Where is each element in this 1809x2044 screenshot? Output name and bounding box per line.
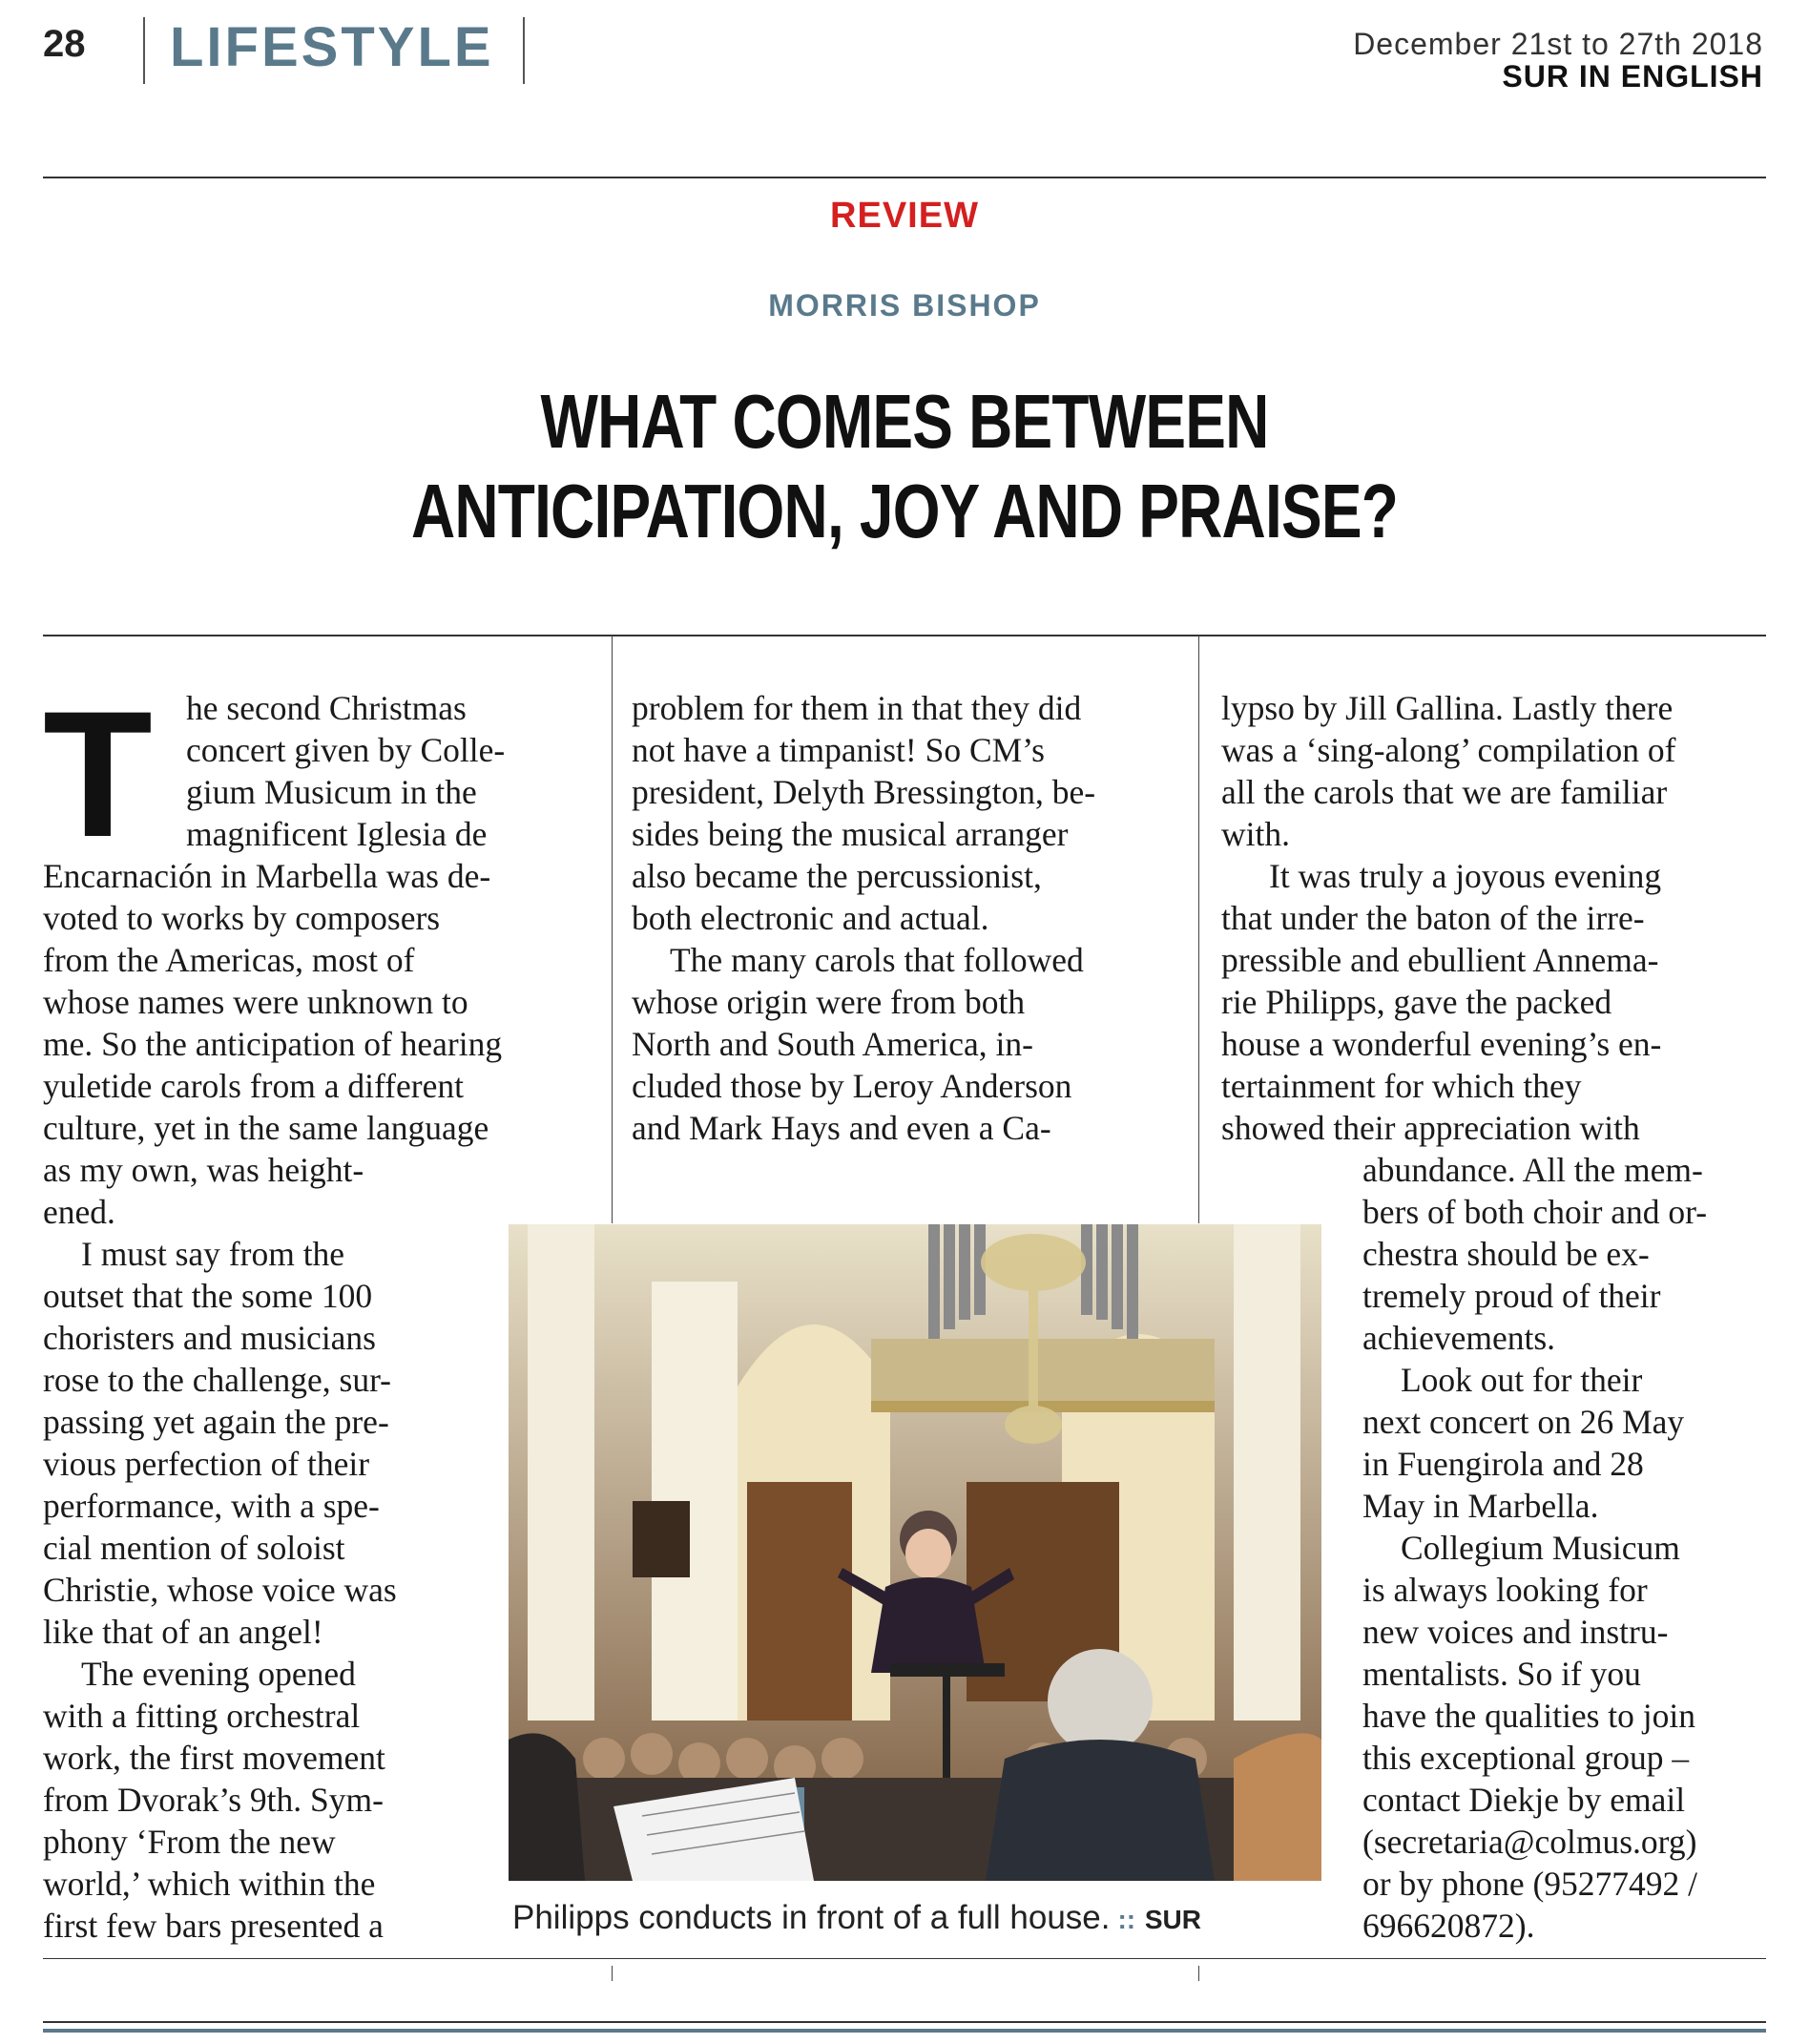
text-line: It was truly a joyous evening [1269,857,1662,895]
text-line: Collegium Musicum [1401,1529,1680,1567]
text-line: Christie, whose voice was [43,1571,397,1609]
text-line: cial mention of soloist [43,1529,345,1567]
concert-photo [509,1224,1321,1881]
text-line: this exceptional group – [1362,1739,1690,1777]
text-line: problem for them in that they did [632,689,1082,727]
text-line: not have a timpanist! So CM’s [632,731,1045,769]
column-separator [1198,636,1199,1223]
text-line: all the carols that we are familiar [1221,773,1668,811]
text-line: lypso by Jill Gallina. Lastly there [1221,689,1674,727]
text-line: world,’ which within the [43,1865,376,1903]
text-line: bers of both choir and or- [1362,1193,1708,1231]
text-line: both electronic and actual. [632,899,989,937]
text-line: passing yet again the pre- [43,1403,389,1441]
text-line: president, Delyth Bressington, be- [632,773,1096,811]
kicker: REVIEW [830,196,979,236]
text-line: Encarnación in Marbella was de- [43,857,491,895]
header-divider-left [143,17,145,84]
drop-cap: T [43,674,153,874]
text-line: magnificent Iglesia de [186,815,488,853]
publication-name: SUR IN ENGLISH [1502,59,1763,94]
headline-line: ANTICIPATION, JOY AND PRAISE? [410,469,1399,553]
text-line: sides being the musical arranger [632,815,1069,853]
text-line: rie Philipps, gave the packed [1221,983,1612,1021]
photo-caption [512,1899,1201,1937]
footer-rule [43,2029,1766,2033]
caption-separator: :: [1117,1905,1136,1934]
text-line: abundance. All the mem- [1362,1151,1703,1189]
text-line: from the Americas, most of [43,941,415,979]
text-line: gium Musicum in the [186,773,477,811]
text-line: first few bars presented a [43,1907,384,1945]
text-line: yuletide carols from a different [43,1067,464,1105]
text-line: is always looking for [1362,1571,1648,1609]
text-line: new voices and instru- [1362,1613,1669,1651]
text-line: house a wonderful evening’s en- [1221,1025,1662,1063]
text-line: The evening opened [81,1655,356,1693]
column-separator [612,636,613,1223]
text-line: mentalists. So if you [1362,1655,1641,1693]
text-line: as my own, was height- [43,1151,364,1189]
photo-credit: SUR [1144,1905,1201,1934]
text-line: was a ‘sing-along’ compilation of [1221,731,1676,769]
column-separator [612,1966,613,1981]
text-line: cluded those by Leroy Anderson [632,1067,1072,1105]
text-line: phony ‘From the new [43,1823,336,1861]
text-line: tertainment for which they [1221,1067,1582,1105]
text-line: contact Diekje by email [1362,1781,1686,1819]
text-line: The many carols that followed [670,941,1084,979]
page-number: 28 [43,23,86,65]
text-line: May in Marbella. [1362,1487,1599,1525]
text-line: in Fuengirola and 28 [1362,1445,1644,1483]
text-line: whose names were unknown to [43,983,468,1021]
text-line: also became the percussionist, [632,857,1042,895]
text-line: (secretaria@colmus.org) [1362,1823,1697,1861]
text-line: vious perfection of their [43,1445,370,1483]
caption-text: Philipps conducts in front of a full house. [512,1899,1111,1936]
column-separator [1198,1966,1199,1981]
text-line: chestra should be ex- [1362,1235,1650,1273]
text-line: from Dvorak’s 9th. Sym- [43,1781,384,1819]
body-top-rule [43,635,1766,636]
text-line: culture, yet in the same language [43,1109,489,1147]
text-line: he second Christmas [186,689,467,727]
issue-date: December 21st to 27th 2018 [1353,27,1763,61]
text-line: or by phone (95277492 / [1362,1865,1698,1903]
text-line: Look out for their [1401,1361,1643,1399]
text-line: showed their appreciation with [1221,1109,1640,1147]
text-line: with. [1221,815,1290,853]
text-line: have the qualities to join [1362,1697,1696,1735]
text-line: work, the first movement [43,1739,385,1777]
text-line: pressible and ebullient Annema- [1221,941,1659,979]
header-divider-right [523,17,525,84]
text-line: 696620872). [1362,1907,1535,1945]
text-line: with a fitting orchestral [43,1697,361,1735]
text-line: North and South America, in- [632,1025,1033,1063]
text-line: next concert on 26 May [1362,1403,1685,1441]
text-line: voted to works by composers [43,899,441,937]
text-line: rose to the challenge, sur- [43,1361,392,1399]
text-line: tremely proud of their [1362,1277,1661,1315]
text-line: ened. [43,1193,115,1231]
byline: MORRIS BISHOP [768,288,1041,323]
text-line: performance, with a spe- [43,1487,380,1525]
text-line: that under the baton of the irre- [1221,899,1645,937]
top-rule [43,177,1766,178]
article-column-2 [632,687,1185,1149]
text-line: me. So the anticipation of hearing [43,1025,503,1063]
text-line: achievements. [1362,1319,1556,1357]
text-line: concert given by Colle- [186,731,506,769]
text-line: like that of an angel! [43,1613,323,1651]
text-line: and Mark Hays and even a Ca- [632,1109,1051,1147]
text-line: outset that the some 100 [43,1277,373,1315]
text-line: choristers and musicians [43,1319,377,1357]
text-line: I must say from the [81,1235,345,1273]
section-title: LIFESTYLE [170,16,494,78]
text-line: whose origin were from both [632,983,1026,1021]
footer-rule [43,2021,1766,2023]
headline [181,377,1629,556]
bottom-rule [43,1958,1766,1959]
headline-line: WHAT COMES BETWEEN [540,379,1269,464]
